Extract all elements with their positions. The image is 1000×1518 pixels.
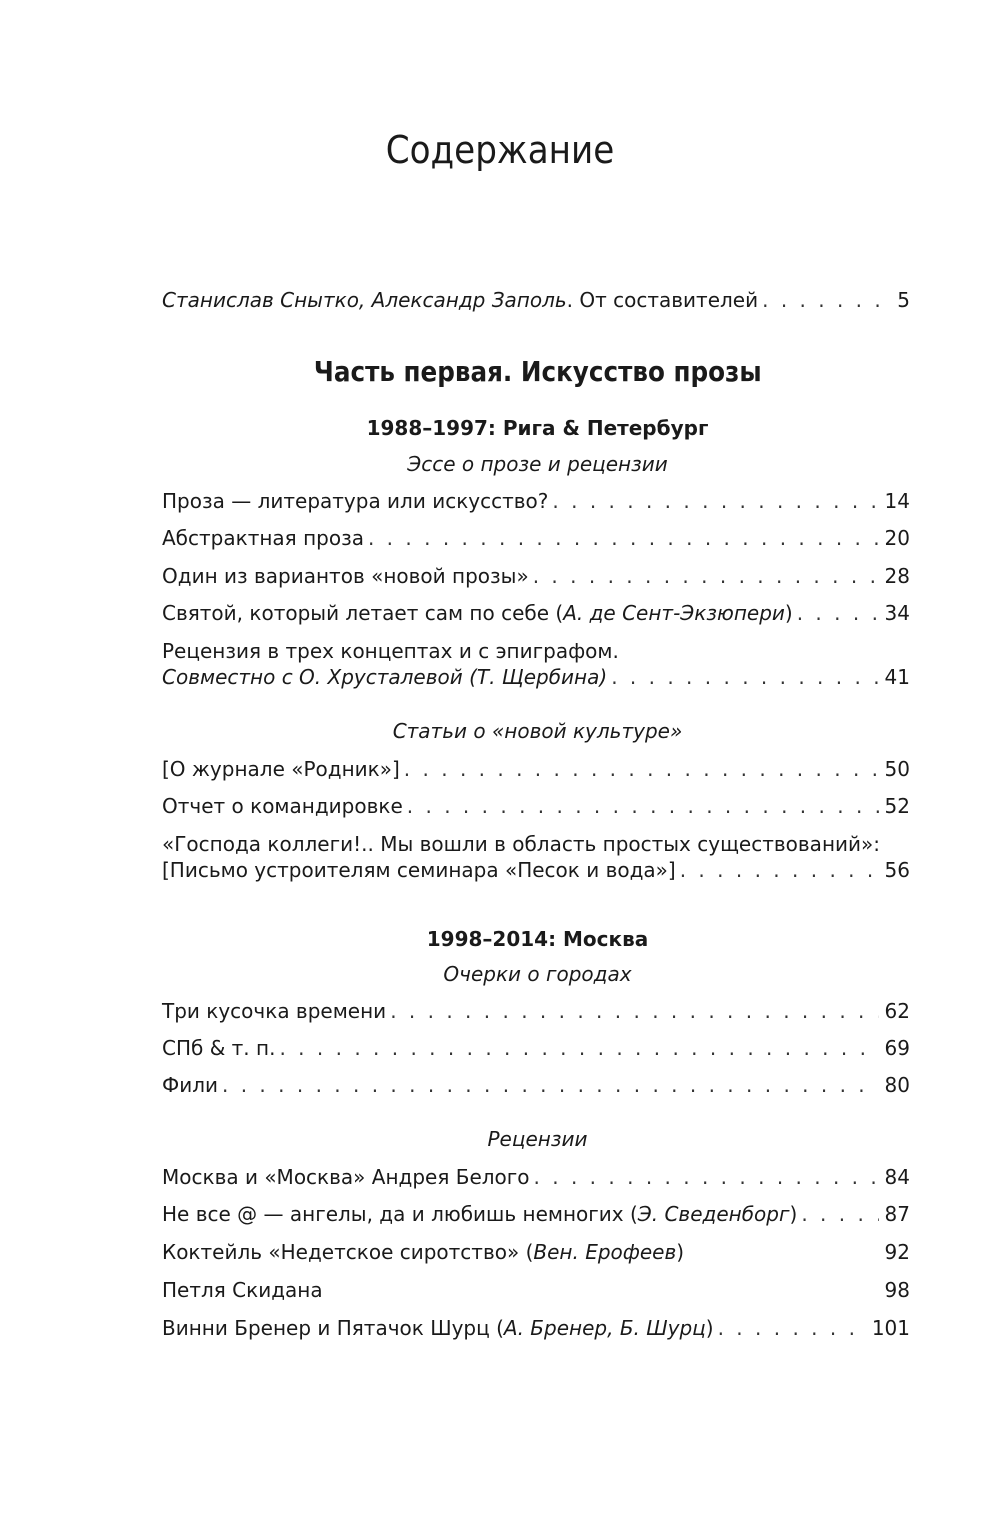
leader-dots [611, 664, 878, 690]
toc-entry[interactable] [162, 793, 910, 819]
subsection-essays: Эссе о прозе и рецензии [407, 452, 668, 476]
leader-dots [801, 1201, 878, 1227]
leader-dots [552, 488, 878, 514]
leader-dots [533, 563, 879, 589]
page-number: 28 [884, 564, 910, 588]
toc-entry[interactable] [162, 563, 910, 589]
toc-entry[interactable] [162, 756, 910, 782]
entry-title: Отчет о командировке [162, 794, 403, 818]
subsection-cities: Очерки о городах [443, 962, 632, 986]
leader-dots [762, 287, 882, 313]
toc-entry[interactable] [162, 998, 910, 1024]
leader-dots [368, 525, 879, 551]
page-number: 69 [884, 1036, 910, 1060]
leader-dots [718, 1315, 866, 1341]
section-title-1998: 1998–2014: Москва [426, 927, 649, 951]
page-number: 5 [897, 288, 910, 312]
page-number: 41 [884, 665, 910, 689]
toc-entry[interactable] [162, 600, 910, 626]
entry-close: ) [705, 1316, 714, 1340]
entry-title: [О журнале «Родник»] [162, 757, 400, 781]
entry-author: А. де Сент-Экзюпери [563, 601, 785, 625]
entry-author: Совместно с О. Хрусталевой (Т. Щербина) [162, 665, 608, 689]
toc-entry[interactable] [162, 1315, 910, 1341]
page-number: 50 [884, 757, 910, 781]
entry-author: А. Бренер, Б. Шурц [503, 1316, 706, 1340]
entry-title: Коктейль «Недетское сиротство» ( [162, 1240, 534, 1264]
entry-title: Проза — литература или искусство? [162, 489, 549, 513]
entry-title: Абстрактная проза [162, 526, 364, 550]
leader-dots [797, 600, 879, 626]
page-number: 98 [884, 1278, 910, 1302]
leader-dots [404, 756, 879, 782]
leader-dots [680, 857, 879, 883]
entry-title: Петля Скидана [162, 1278, 323, 1302]
entry-title: СПб & т. п. [162, 1036, 276, 1060]
page-number: 56 [884, 858, 910, 882]
entry-title: Святой, который летает сам по себе ( [162, 601, 564, 625]
entry-author: Вен. Ерофеев [533, 1240, 677, 1264]
entry-close: ) [676, 1240, 685, 1264]
page-number: 20 [884, 526, 910, 550]
toc-entry[interactable] [162, 1239, 910, 1265]
page-number: 80 [884, 1073, 910, 1097]
page-title: Содержание [385, 128, 615, 172]
entry-author: Э. Сведенборг [637, 1202, 790, 1226]
toc-entry[interactable] [162, 638, 910, 690]
page-number: 34 [884, 601, 910, 625]
entry-title: Винни Бренер и Пятачок Шурц ( [162, 1316, 504, 1340]
leader-dots [407, 793, 879, 819]
entry-title: Не все @ — ангелы, да и любишь немногих ( [162, 1202, 638, 1226]
toc-entry-intro[interactable] [162, 287, 910, 313]
page-number: 62 [884, 999, 910, 1023]
page-number: 84 [884, 1165, 910, 1189]
entry-authors: Станислав Снытко, Александр Заполь [162, 288, 567, 312]
subsection-reviews: Рецензии [487, 1127, 588, 1151]
part-title: Часть первая. Искусство прозы [313, 355, 762, 388]
leader-dots [222, 1072, 879, 1098]
page-number: 52 [884, 794, 910, 818]
page-number: 101 [871, 1316, 910, 1340]
toc-entry[interactable] [162, 1164, 910, 1190]
leader-dots [390, 998, 878, 1024]
page-number: 92 [884, 1240, 910, 1264]
toc-entry[interactable] [162, 831, 910, 883]
entry-title: Рецензия в трех концептах и с эпиграфом. [162, 639, 619, 663]
toc-entry[interactable] [162, 525, 910, 551]
leader-dots [279, 1035, 878, 1061]
entry-title: Москва и «Москва» Андрея Белого [162, 1165, 530, 1189]
subsection-articles: Статьи о «новой культуре» [392, 719, 683, 743]
entry-title: Фили [162, 1073, 218, 1097]
entry-title: Один из вариантов «новой прозы» [162, 564, 529, 588]
section-title-1988: 1988–1997: Рига & Петербург [366, 416, 709, 440]
page-number: 14 [884, 489, 910, 513]
toc-entry[interactable] [162, 1201, 910, 1227]
entry-title: «Господа коллеги!.. Мы вошли в область простых существований»: [162, 832, 880, 856]
page-number: 87 [884, 1202, 910, 1226]
toc-entry[interactable] [162, 1277, 910, 1303]
toc-entry[interactable] [162, 1072, 910, 1098]
toc-entry[interactable] [162, 1035, 910, 1061]
entry-title: . От составителей [566, 288, 759, 312]
toc-entry[interactable] [162, 488, 910, 514]
entry-close: ) [789, 1202, 798, 1226]
entry-close: ) [784, 601, 793, 625]
entry-subtitle: [Письмо устроителям семинара «Песок и вода»] [162, 858, 676, 882]
leader-dots [534, 1164, 879, 1190]
entry-title: Три кусочка времени [162, 999, 387, 1023]
